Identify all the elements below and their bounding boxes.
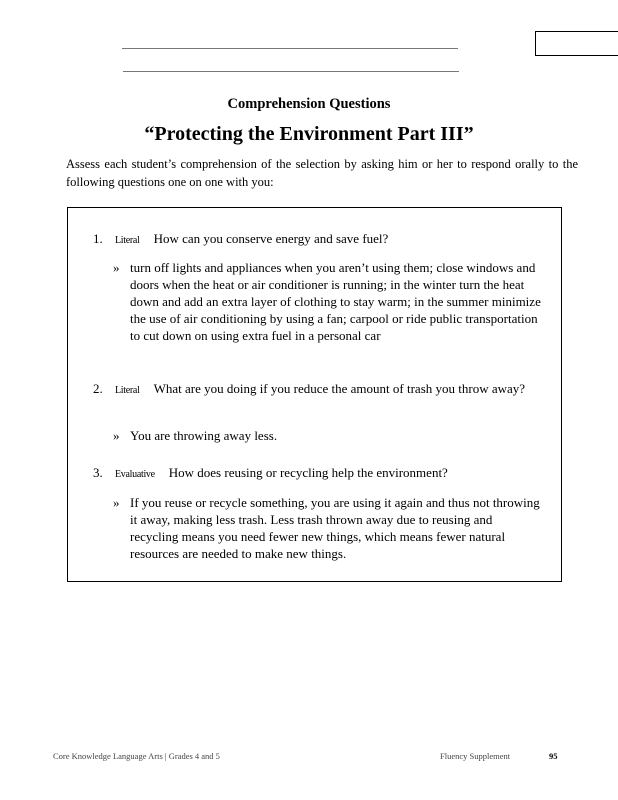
question-type-tag: Literal: [115, 235, 140, 246]
answer-2: [113, 427, 543, 444]
question-number: 2.: [93, 381, 103, 396]
date-line: [123, 71, 459, 72]
page-number: 95: [549, 751, 558, 761]
questions-box: [67, 207, 562, 582]
footer-section: Fluency Supplement: [440, 751, 511, 761]
page-title: “Protecting the Environment Part III”: [144, 123, 474, 145]
question-text: How can you conserve energy and save fuel?: [153, 231, 389, 246]
question-text: What are you doing if you reduce the amount of trash you throw away?: [153, 381, 526, 396]
question-2: [93, 380, 533, 399]
answer-bullet: »: [113, 428, 120, 443]
answer-text: If you reuse or recycle something, you are using it again and thus not throwing it away, making less trash. Less trash thrown away due to reusing and recycling means you need fewer new things, which means fewer natural resources are needed to make new things.: [130, 495, 540, 561]
question-number: 1.: [93, 231, 103, 246]
question-number: 3.: [93, 465, 103, 480]
answer-bullet: »: [113, 260, 120, 275]
question-text: How does reusing or recycling help the environment?: [168, 465, 448, 480]
instructions-paragraph: Assess each student’s comprehension of the selection by asking him or her to respond orally to the following questions one on one with you:: [66, 157, 578, 189]
answer-text: turn off lights and appliances when you aren’t using them; close windows and doors when the heat or air conditioner is running; in the winter turn the heat down and add an extra layer of clothing to stay warm; in the summer minimize the use of air conditioning by using a fan; carpool or ride public transportation to cut down on using extra fuel in a personal car: [130, 260, 541, 343]
question-1: [93, 230, 533, 249]
question-type-tag: Evaluative: [115, 469, 155, 480]
answer-bullet: »: [113, 495, 120, 510]
footer-credit: Core Knowledge Language Arts | Grades 4 and 5: [53, 751, 220, 761]
answer-3: [113, 494, 543, 562]
question-type-tag: Literal: [115, 385, 140, 396]
section-subtitle: Comprehension Questions: [227, 96, 391, 112]
answer-text: You are throwing away less.: [130, 428, 278, 443]
answer-1: [113, 259, 543, 344]
question-3: [93, 464, 533, 483]
name-line: [122, 48, 458, 49]
score-box: [535, 31, 618, 56]
